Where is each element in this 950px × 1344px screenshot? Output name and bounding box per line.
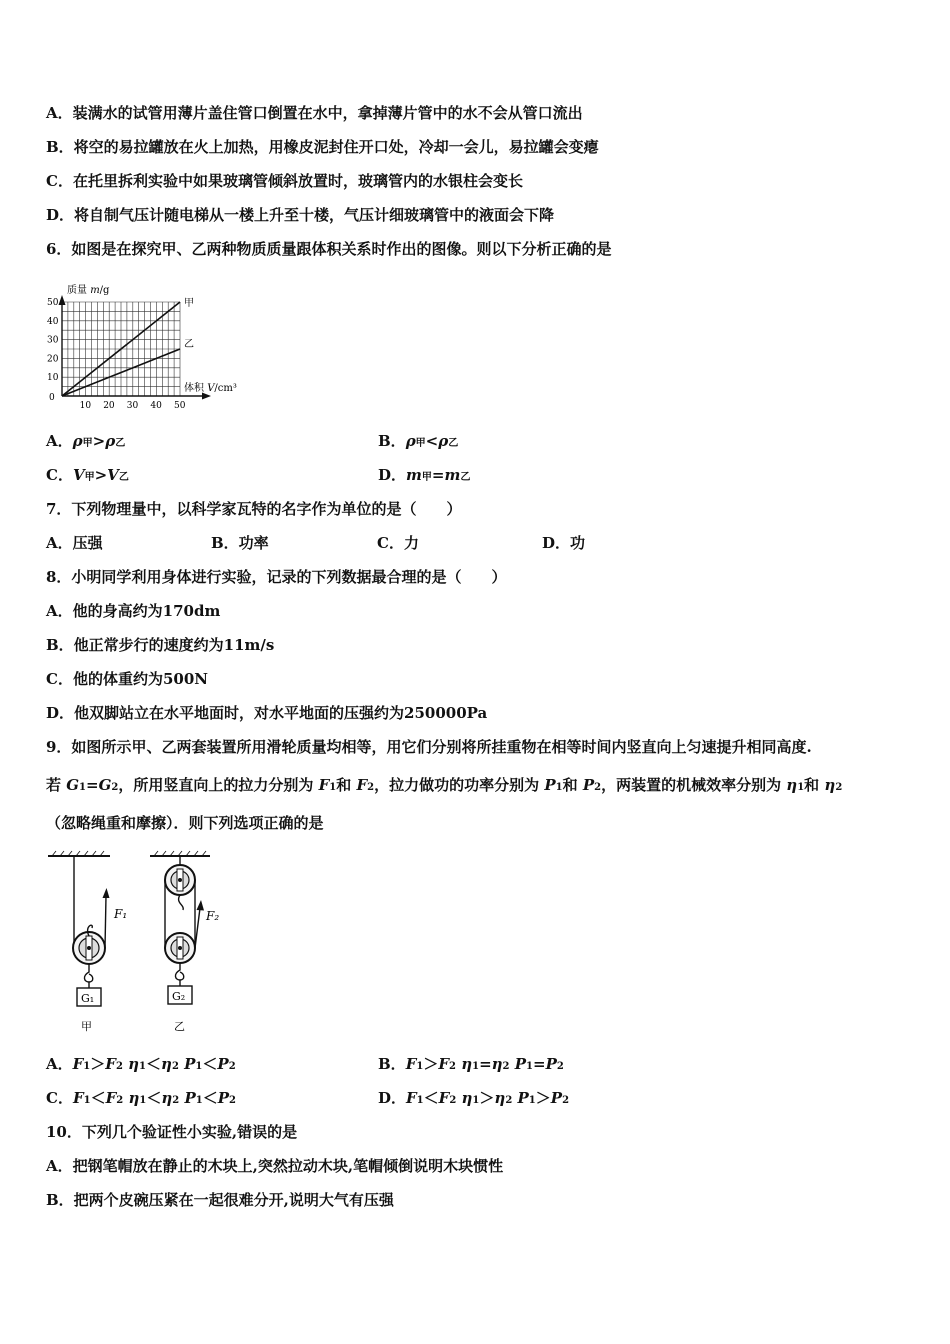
q7-option-b: B．功率 <box>211 534 269 552</box>
q6-option-d: D．m甲=m乙 <box>378 466 471 484</box>
q9-stem-line3: （忽略绳重和摩擦）．则下列选项正确的是 <box>46 814 324 832</box>
x-tick-label: 50 <box>174 401 186 411</box>
q5-option-c: C．在托里拆利实验中如果玻璃管倾斜放置时，玻璃管内的水银柱会变长 <box>46 172 523 190</box>
y-axis-arrow <box>59 295 66 305</box>
weight-label-g1: G₁ <box>81 992 95 1005</box>
q9-pulley-figure <box>44 848 234 1038</box>
force-label-f1: F₁ <box>114 907 128 921</box>
q7-stem: 7．下列物理量中，以科学家瓦特的名字作为单位的是（ ） <box>46 500 462 518</box>
origin-label: 0 <box>49 393 55 403</box>
q7-option-c: C．力 <box>377 534 419 552</box>
q8-option-d: D．他双脚站立在水平地面时，对水平地面的压强约为250000Pa <box>46 704 488 722</box>
q9-option-b: B．F1＞F2 η1=η2 P1=P2 <box>378 1055 564 1073</box>
y-tick-label: 30 <box>47 335 59 346</box>
q10-option-a: A．把钢笔帽放在静止的木块上,突然拉动木块,笔帽倾倒说明木块惯性 <box>46 1157 504 1175</box>
caption-jia: 甲 <box>81 1020 92 1033</box>
q6-stem: 6．如图是在探究甲、乙两种物质质量跟体积关系时作出的图像。则以下分析正确的是 <box>46 240 612 258</box>
x-tick-label: 40 <box>150 401 162 411</box>
q7-option-a: A．压强 <box>46 534 103 552</box>
series-label-jia: 甲 <box>184 298 194 309</box>
series-label-yi: 乙 <box>184 339 194 350</box>
y-tick-label: 10 <box>47 373 59 384</box>
y-axis-label: 质量 m/g <box>67 285 110 296</box>
q9-option-c: C．F1＜F2 η1＜η2 P1＜P2 <box>46 1089 236 1107</box>
q6-option-c: C．V甲>V乙 <box>46 466 129 484</box>
q9-option-d: D．F1＜F2 η1＞η2 P1＞P2 <box>378 1089 570 1107</box>
q8-option-c: C．他的体重约为500N <box>46 670 208 688</box>
q5-option-a: A．装满水的试管用薄片盖住管口倒置在水中，拿掉薄片管中的水不会从管口流出 <box>46 104 583 122</box>
x-axis-label: 体积 V/cm³ <box>184 383 237 394</box>
q9-option-a: A．F1＞F2 η1＜η2 P1＜P2 <box>46 1055 236 1073</box>
y-tick-label: 20 <box>47 354 59 365</box>
q7-option-d: D．功 <box>542 534 586 552</box>
q5-option-b: B．将空的易拉罐放在火上加热，用橡皮泥封住开口处，冷却一会儿，易拉罐会变瘪 <box>46 138 599 156</box>
x-tick-label: 10 <box>79 401 92 411</box>
q9-stem-line2: 若 G1=G2，所用竖直向上的拉力分别为 F1和 F2，拉力做功的功率分别为 P1和 P2，两装置的机械效率分别为 η1和 η2 <box>46 776 843 794</box>
caption-yi: 乙 <box>174 1020 185 1033</box>
q10-stem: 10．下列几个验证性小实验,错误的是 <box>46 1123 298 1141</box>
q5-option-d: D．将自制气压计随电梯从一楼上升至十楼，气压计细玻璃管中的液面会下降 <box>46 206 555 224</box>
y-tick-label: 50 <box>47 298 59 308</box>
force-label-f2: F₂ <box>206 909 220 923</box>
q6-mass-volume-chart <box>44 278 254 413</box>
q8-option-a: A．他的身高约为170dm <box>46 602 221 620</box>
q10-option-b: B．把两个皮碗压紧在一起很难分开,说明大气有压强 <box>46 1191 394 1209</box>
q8-option-b: B．他正常步行的速度约为11m/s <box>46 636 275 654</box>
weight-label-g2: G₂ <box>172 990 186 1003</box>
q9-stem-line1: 9．如图所示甲、乙两套装置所用滑轮质量均相等，用它们分别将所挂重物在相等时间内竖直向上匀速提升相同高度. <box>46 738 812 756</box>
x-tick-label: 20 <box>103 401 115 411</box>
q6-option-b: B．ρ甲<ρ乙 <box>378 432 459 450</box>
q8-stem: 8．小明同学利用身体进行实验，记录的下列数据最合理的是（ ） <box>46 568 507 586</box>
x-tick-label: 30 <box>126 401 139 411</box>
q6-option-a: A．ρ甲>ρ乙 <box>46 432 126 450</box>
y-tick-label: 40 <box>47 316 59 327</box>
